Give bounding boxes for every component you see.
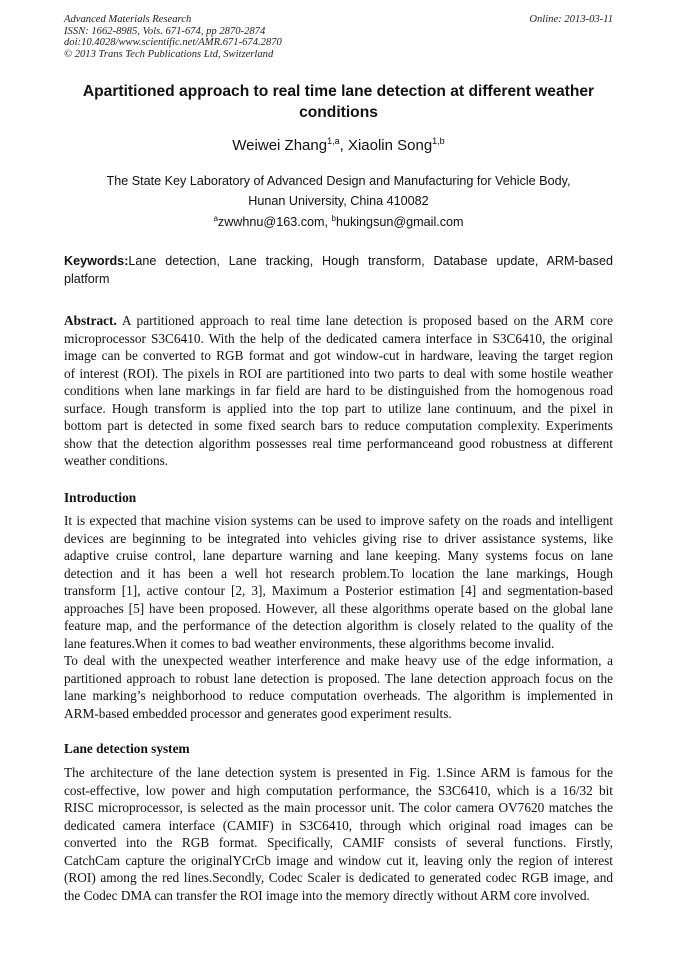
abstract-line: weather conditions. — [64, 453, 169, 468]
journal-info — [64, 14, 282, 61]
author-name: Weiwei Zhang — [232, 137, 328, 154]
affiliation-line: The State Key Laboratory of Advanced Design and Manufacturing for Vehicle Body, — [106, 174, 571, 188]
paragraph-line: adaptive cruise control, lane departure warning and lane keeping. Many systems focus on lane — [64, 548, 613, 563]
paragraph-line: devices are beginning to be integrated into vehicles giving rise to driver assistance systems, like — [64, 530, 613, 546]
email-link[interactable]: hukingsun@gmail.com — [335, 215, 464, 229]
title-line: conditions — [299, 104, 378, 121]
paper-title — [64, 81, 613, 123]
issn-line: ISSN: 1662-8985, Vols. 671-674, pp 2870-2874 — [64, 25, 266, 37]
journal-name: Advanced Materials Research — [64, 14, 192, 25]
email-separator: , — [324, 215, 332, 229]
abstract-line — [64, 312, 613, 330]
paragraph-line: partitioned approach to robust lane detection is proposed. The lane detection approach focus on the — [64, 670, 613, 686]
introduction-body — [64, 512, 613, 722]
keywords-line: platform — [64, 272, 110, 286]
abstract — [64, 312, 613, 470]
paragraph-line: RISC microprocessor, is selected as the main processor unit. The color camera OV7620 matches the — [64, 800, 613, 815]
paragraph-line: CatchCam capture the originalYCrCb image and window cut it, leaving only the region of interest — [64, 852, 613, 868]
affiliation-line: Hunan University, China 410082 — [248, 193, 429, 208]
paragraph-line: the Codec DMA can transfer the ROI image into the memory directly without ARM core involved. — [64, 887, 590, 903]
keywords-line — [64, 252, 613, 270]
doi-line: doi:10.4028/www.scientific.net/AMR.671-674.2870 — [64, 37, 282, 49]
paragraph-line: converted into the RGB format. Specifically, CAMIF consists of several functions. Firstly, — [64, 835, 613, 850]
email-mark: a — [213, 214, 218, 223]
paragraph-line: lane features.When it comes to bad weather environments, these algorithms become invalid. — [64, 635, 555, 651]
paragraph-line: It is expected that machine vision systems can be used to improve safety on the roads and intelligent — [64, 513, 613, 528]
paragraph-line: cost-effective, low power and high computation performance, the S3C6410, which is a 16/32 bit — [64, 782, 613, 798]
keywords-label: Keywords: — [64, 254, 129, 268]
abstract-text: A partitioned approach to real time lane detection is proposed based on the ARM core — [116, 313, 613, 328]
author-emails — [64, 213, 613, 231]
email-link[interactable]: zwwhnu@163.com — [217, 215, 325, 229]
abstract-line: show that the detection algorithm possesses real time performanceand good robustness at different — [64, 435, 613, 451]
abstract-line: bottom part is detected in some fixed search bars to reduce computation complexity. Experiments — [64, 418, 613, 433]
abstract-line: image can be converted to RGB format and got window-cut in hardware, leaving the target region — [64, 348, 613, 363]
copyright-line: © 2013 Trans Tech Publications Ltd, Switzerland — [64, 49, 274, 61]
author-name: Xiaolin Song — [347, 137, 433, 154]
lane-detection-system-body — [64, 764, 613, 904]
paragraph-line: detection and it has been a well hot research problem.To location the lane markings, Hough — [64, 565, 613, 581]
online-date: Online: 2013-03-11 — [529, 14, 613, 25]
abstract-label: Abstract. — [64, 313, 117, 328]
email-mark: b — [331, 214, 336, 223]
author-affiliation-mark: 1,b — [432, 136, 445, 146]
author-separator: , — [339, 137, 348, 154]
abstract-line: surface. Hough transform is applied into the top part to utilize lane continuum, and the pixel in — [64, 400, 613, 416]
paragraph-line: feature map, and the performance of the detection algorithm is closely related to the quality of the — [64, 618, 613, 633]
paragraph-line: transform [1], active contour [2, 3], Maximum a Posterior estimation [4] and segmentation-based — [64, 583, 613, 598]
section-heading-introduction: Introduction — [64, 490, 137, 505]
paragraph-line: The architecture of the lane detection system is presented in Fig. 1.Since ARM is famous for the — [64, 765, 613, 780]
paragraph-line: (ROI) among the red lines.Secondly, Codec Scaler is dedicated to generated codec RGB image, and — [64, 870, 613, 885]
abstract-line: microprocessor S3C6410. With the help of the dedicated camera interface in S3C6410, the original — [64, 330, 613, 346]
paragraph-line: dedicated camera interface (CAMIF) in S3C6410, through which original road images can be — [64, 817, 613, 833]
title-line: Apartitioned approach to real time lane detection at different weather — [82, 83, 595, 100]
paragraph-line: approaches [5] have been proposed. However, all these algorithms operate based on the global lane — [64, 600, 613, 616]
keywords-text: Lane detection, Lane tracking, Hough transform, Database update, ARM-based — [128, 254, 613, 268]
abstract-line: conditions when lane markings in far field are hard to be distinguished from the homogenous road — [64, 383, 613, 398]
affiliation — [64, 172, 613, 211]
paragraph-line: To deal with the unexpected weather interference and make heavy use of the edge information, a — [64, 653, 613, 668]
abstract-line: of interest (ROI). The pixels in ROI are partitioned into two parts to deal with some hostile weather — [64, 365, 613, 381]
paragraph-line: ARM-based embedded processor and generates good experiment results. — [64, 705, 452, 721]
author-affiliation-mark: 1,a — [327, 136, 340, 146]
author-list — [64, 136, 613, 156]
keywords — [64, 252, 613, 288]
section-heading-lane-detection-system: Lane detection system — [64, 741, 190, 756]
paragraph-line: lane marking’s neighborhood to reduce computation overheads. The algorithm is implemented in — [64, 688, 613, 703]
